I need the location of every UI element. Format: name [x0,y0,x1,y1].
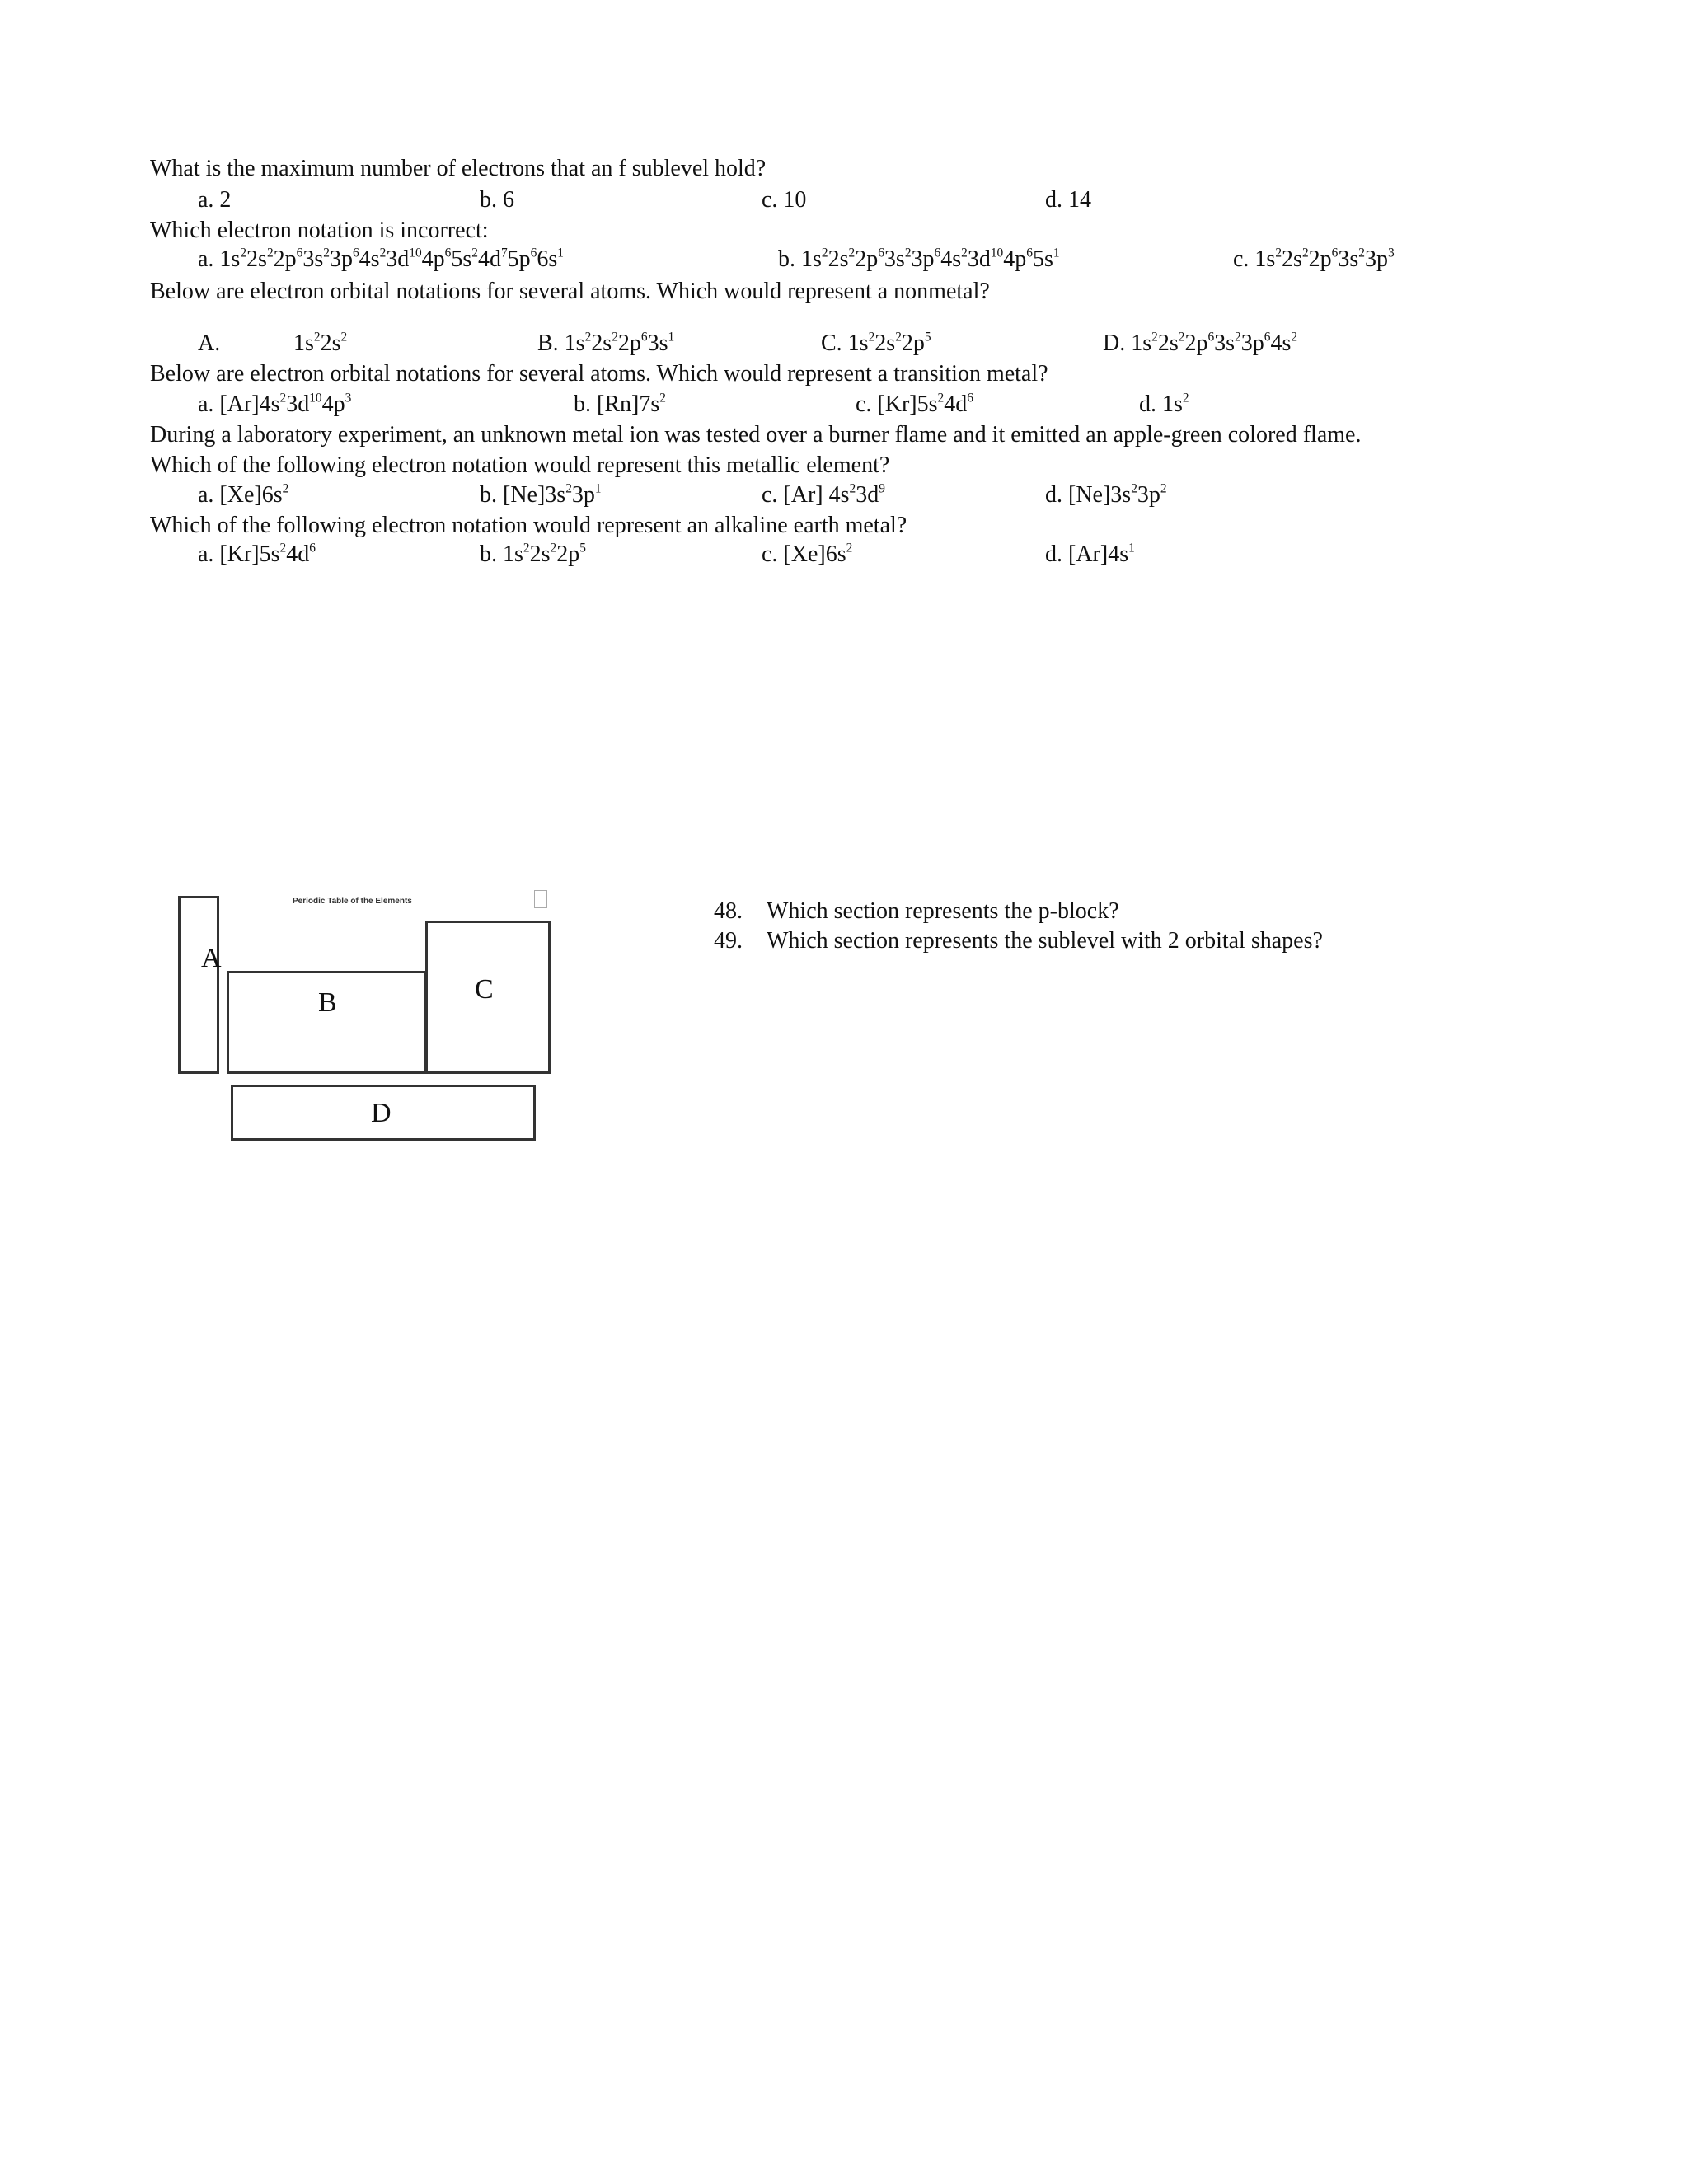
figure-title: Periodic Table of the Elements [293,897,412,906]
answer-option: c. $[Kr]5s^24d^6$ [856,391,973,417]
answer-option: A. [198,330,221,356]
answer-option: b. $1s^22s^22p^5$ [480,541,586,567]
answer-option: a. $[Ar]4s^23d^{10}4p^3$ [198,391,352,417]
question-stem-continued: Which of the following electron notation would represent this metallic element? [150,452,890,478]
section-c-label: C [475,974,494,1005]
answer-option: a. $[Kr]5s^24d^6$ [198,541,316,567]
section-b-label: B [318,987,337,1018]
question-stem: Below are electron orbital notations for several atoms. Which would represent a transition metal? [150,361,1048,387]
section-d-label: D [371,1098,392,1128]
periodic-table-figure [165,890,577,1162]
answer-option: b. $[Rn]7s^2$ [574,391,666,417]
question-stem: Which of the following electron notation would represent an alkaline earth metal? [150,513,907,538]
answer-option: b. $1s^22s^22p^63s^23p^64s^23d^{10}4p^65s^1$ [778,246,1060,272]
question-stem: Below are electron orbital notations for several atoms. Which would represent a nonmetal? [150,279,990,304]
answer-option: c. 10 [762,187,807,213]
question-48-number: 48. [714,898,743,924]
answer-option: c. $[Xe]6s^2$ [762,541,853,567]
answer-option: d. $[Ne]3s^23p^2$ [1045,481,1167,508]
answer-option: $1s^22s^2$ [293,330,348,356]
answer-option: a. $1s^22s^22p^63s^23p^64s^23d^{10}4p^65s^24d^75p^66s^1$ [198,246,564,272]
answer-option: d. 14 [1045,187,1091,213]
answer-option: d. $1s^2$ [1139,391,1189,417]
answer-option: D. $1s^22s^22p^63s^23p^64s^2$ [1103,330,1298,356]
answer-option: d. $[Ar]4s^1$ [1045,541,1135,567]
answer-option: b. $[Ne]3s^23p^1$ [480,481,602,508]
answer-option: c. $1s^22s^22p^63s^23p^3$ [1233,246,1395,272]
section-b-box [227,971,427,1074]
question-stem: During a laboratory experiment, an unknown metal ion was tested over a burner flame and it emitted an apple-green colored flame. [150,422,1362,448]
figure-corner-marker [534,890,547,908]
section-a-label: A [201,943,222,973]
question-stem: What is the maximum number of electrons that an f sublevel hold? [150,156,767,181]
answer-option: B. $1s^22s^22p^63s^1$ [537,330,675,356]
question-49-number: 49. [714,928,743,954]
answer-option: b. 6 [480,187,514,213]
answer-option: c. [Ar] $4s^23d^9$ [762,481,885,508]
question-48-text: Which section represents the p-block? [767,898,1119,924]
answer-option: C. $1s^22s^22p^5$ [821,330,931,356]
answer-option: a. 2 [198,187,232,213]
question-49-text: Which section represents the sublevel with 2 orbital shapes? [767,928,1323,954]
section-a-box [178,896,219,1074]
question-stem: Which electron notation is incorrect: [150,218,489,243]
answer-option: a. $[Xe]6s^2$ [198,481,289,508]
